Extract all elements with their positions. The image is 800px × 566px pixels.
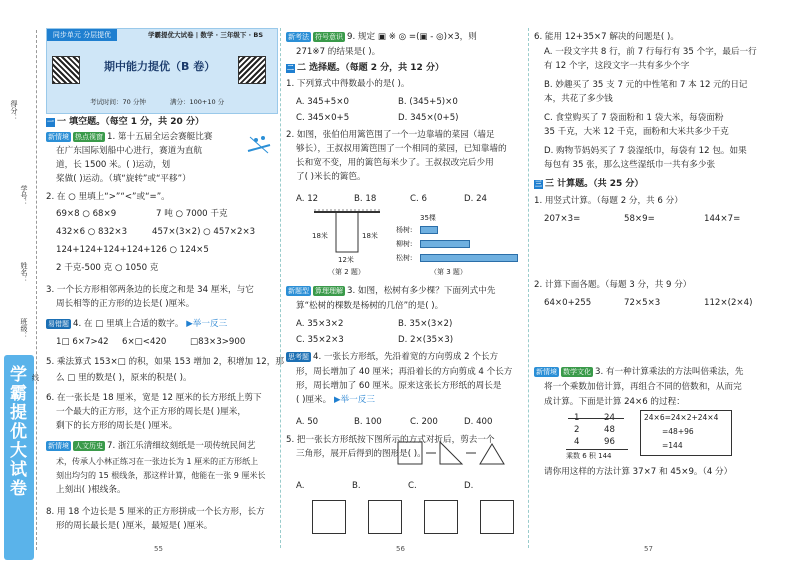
fig2-label-bottom: 12米 bbox=[338, 256, 354, 264]
c2-q5-line-0: 5. 把一张长方形纸按下图所示的方式对折后，剪去一个 bbox=[286, 435, 495, 445]
c3-table-r1-a: 2 bbox=[574, 425, 580, 435]
tag-new-situation-c3: 新情境 bbox=[536, 367, 557, 376]
c2-q4-line-2: 形，周长增加了 60 厘米。原来这张长方形纸的周长是 bbox=[296, 381, 502, 391]
side-label-student-id: 学号： bbox=[20, 185, 28, 206]
header-strip: 同步单元 分层提优 bbox=[47, 29, 117, 41]
fig3-caption: （第 3 题） bbox=[430, 268, 467, 276]
c3-table-r2-b: 96 bbox=[604, 437, 615, 447]
c3-q6-opt-d-1: 每包有 35 张，那么这些湿纸巾一共有多少张 bbox=[544, 160, 716, 170]
c2-q3-opt-b: B. 35×(3×2) bbox=[398, 319, 453, 329]
c2-q1-opt-d: D. 345×(0+5) bbox=[398, 113, 459, 123]
q4-row-a: 1□ 6×7>42 bbox=[56, 337, 109, 347]
c3-c2: 2. 计算下面各题。（每题 3 分，共 9 分） bbox=[534, 280, 692, 290]
page-number-57: 57 bbox=[644, 545, 653, 553]
c2-q4-link[interactable]: ▶举一反三 bbox=[333, 395, 375, 405]
q2-stem: 2. 在 ○ 里填上“>”“<”或“=”。 bbox=[46, 192, 170, 202]
exam-score: 满分：100+10 分 bbox=[170, 98, 225, 106]
c3-q6-opt-d-0: D. 购物节妈妈买了 7 袋湿纸巾，每袋有 12 包。如果 bbox=[544, 146, 747, 156]
c2-q2-opt-b: B. 18 bbox=[354, 194, 377, 204]
c2-q4-opt-a: A. 50 bbox=[296, 417, 319, 427]
c3-box-line-0: 24×6=24×2+24×4 bbox=[644, 413, 719, 422]
c2-q3-opt-a: A. 35×3×2 bbox=[296, 319, 344, 329]
c2-q1: 1. 下列算式中得数最小的是( )。 bbox=[286, 79, 410, 89]
fig3-bar-willow bbox=[420, 240, 470, 248]
c3-c1: 1. 用竖式计算。（每题 2 分，共 6 分） bbox=[534, 196, 683, 206]
q2-row-1-a: 432×6 ○ 832×3 bbox=[56, 227, 128, 237]
c2-q2-line-2: 长和宽不变，用的篱笆每米少了。王叔叔改完后少用 bbox=[296, 158, 494, 168]
tag-new-type: 新题型 bbox=[288, 286, 309, 295]
q5-line-1: 么 □ 里的数是( )，原来的积是( )。 bbox=[56, 373, 192, 383]
q1-line-0: 新情境 热点视窗 1. 第十五届全运会赛艇比赛 bbox=[48, 132, 213, 142]
c3-table-foot: 乘数 6 积 144 bbox=[566, 452, 612, 460]
section3-title: 三 三 计算题。（共 25 分） bbox=[535, 179, 644, 189]
q1-line-1: 在广东国际划船中心进行，赛道为直航 bbox=[56, 146, 203, 156]
fig3-count-label: 35棵 bbox=[420, 214, 436, 222]
c2-q3-line-0: 新题型 算理理解 3. 如图，松树有多少棵？下面列式中先 bbox=[288, 286, 496, 296]
q2-row-1-b: 457×(3×2) ○ 457×2×3 bbox=[152, 227, 256, 237]
tag-error-prone: 易错题 bbox=[48, 319, 69, 328]
c2-q5-fig-d bbox=[480, 500, 514, 534]
section2-title: 二 二 选择题。（每题 2 分，共 12 分） bbox=[287, 63, 444, 73]
qr-code-right bbox=[238, 56, 266, 84]
c3-c3-line-0: 新情境 数学文化 3. 有一种计算乘法的方法叫倍乘法，先 bbox=[536, 367, 744, 377]
q7-line-3: 上刻出( )根线条。 bbox=[56, 485, 126, 495]
c3-q6-opt-b-0: B. 妙趣买了 35 支 7 元的中性笔和 7 本 12 元的日记 bbox=[544, 80, 748, 90]
q6-line-0: 6. 在一张长是 18 厘米，宽是 12 厘米的长方形纸上剪下 bbox=[46, 393, 262, 403]
c3-q6-opt-c-1: 35 千克，大米 12 千克，面粉和大米共多少千克 bbox=[544, 127, 729, 137]
q1-line-2: 道，长 1500 米。( )运动，划 bbox=[56, 160, 171, 170]
fig3-label-willow: 柳树: bbox=[396, 240, 413, 248]
c3-q6-opt-b-1: 本，共花了多少钱 bbox=[544, 94, 613, 104]
spine-book-title: 学霸提优大试卷 bbox=[6, 365, 26, 498]
column-divider-2 bbox=[528, 28, 529, 548]
q6-line-2: 剩下的长方形的周长是( )厘米。 bbox=[56, 421, 178, 431]
q7-line-2: 刻出均匀的 15 根线条，那这样计算，他能在一张 9 厘米长 bbox=[56, 471, 266, 480]
q1-line-3: 桨做( )运动。（填“旋转”或“平移”） bbox=[56, 174, 191, 184]
tag-new-situation: 新情境 bbox=[48, 132, 69, 141]
c3-box-line-1: =48+96 bbox=[662, 427, 694, 436]
c3-q6: 6. 能用 12+35×7 解决的问题是( )。 bbox=[534, 32, 679, 42]
c2-q4-line-0: 思考题 4. 一张长方形纸，先沿着宽的方向剪成 2 个长方 bbox=[288, 352, 499, 362]
page-number-56: 56 bbox=[396, 545, 405, 553]
c2-q4-line-3: ( )厘米。 ▶举一反三 bbox=[296, 395, 375, 405]
c2-q2-opt-a: A. 12 bbox=[296, 194, 319, 204]
c2-q3-line-1: 算“松树的棵数是杨树的几倍”的是( )。 bbox=[296, 301, 444, 311]
tag-hotspot: 热点视窗 bbox=[75, 132, 103, 141]
c3-c3-line-2: 成计算。下面是计算 24×6 的过程： bbox=[544, 397, 685, 407]
c2-q5-opt-a: A. bbox=[296, 481, 305, 491]
tag-thinking: 思考题 bbox=[288, 352, 309, 361]
fold-illustration bbox=[396, 440, 508, 466]
c2-q9-line-1: 271※7 的结果是( )。 bbox=[296, 47, 381, 57]
section1-title: 一 一 填空题。（每空 1 分，共 20 分） bbox=[47, 117, 204, 127]
c2-q2-line-1: 够长），王叔叔用篱笆围了一个相同的菜园，已知靠墙的 bbox=[296, 144, 507, 154]
tag-humanities: 人文历史 bbox=[75, 441, 103, 450]
tag-symbol: 符号意识 bbox=[315, 32, 343, 41]
c2-q9-line-0: 新考法 符号意识 9. 规定 ▣ ※ ◎ =(▣ - ◎)×3，则 bbox=[288, 32, 477, 42]
fig2-label-left: 18米 bbox=[312, 232, 328, 240]
q3-line-0: 3. 一个长方形相邻两条边的长度之和是 34 厘米，与它 bbox=[46, 285, 254, 295]
exam-time: 考试时间：70 分钟 bbox=[90, 98, 146, 106]
side-label-name: 姓名： bbox=[20, 262, 28, 283]
c3-table-strike bbox=[568, 418, 624, 419]
tag-new-method: 新考法 bbox=[288, 32, 309, 41]
banner-title: 学霸提优大试卷 | 数学 · 三年级下 · BS bbox=[148, 31, 264, 39]
c2-q5-line-1: 三角形，展开后得到的图形是( )。 bbox=[296, 449, 426, 459]
q4-row-c: □83×3>900 bbox=[190, 337, 246, 347]
fig3-bar-poplar bbox=[420, 226, 438, 234]
q6-line-1: 一个最大的正方形，这个正方形的周长是( )厘米， bbox=[56, 407, 246, 417]
c2-q5-fig-a bbox=[312, 500, 346, 534]
c3-c2-item-c: 112×(2×4) bbox=[704, 298, 753, 308]
c3-c1-item-c: 144×7= bbox=[704, 214, 741, 224]
exam-title: 期中能力提优（B 卷） bbox=[104, 60, 216, 73]
side-label-class: 班级： bbox=[20, 318, 28, 339]
column-divider-1 bbox=[280, 28, 281, 548]
c2-q1-opt-a: A. 345+5×0 bbox=[296, 97, 349, 107]
c2-q1-opt-c: C. 345×0+5 bbox=[296, 113, 350, 123]
c3-box-line-2: =144 bbox=[662, 441, 683, 450]
tag-math-culture: 数学文化 bbox=[563, 367, 591, 376]
q7-line-0: 新情境 人文历史 7. 浙江乐清细纹刻纸是一项传统民间艺 bbox=[48, 441, 256, 451]
q4-row-b: 6×□<420 bbox=[122, 337, 167, 347]
c2-q4-opt-b: B. 100 bbox=[354, 417, 382, 427]
q2-row-0-b: 7 吨 ○ 7000 千克 bbox=[156, 209, 228, 219]
c3-c1-item-a: 207×3= bbox=[544, 214, 581, 224]
fig3-label-poplar: 杨树: bbox=[396, 226, 413, 234]
c2-q3-opt-d: D. 2×(35×3) bbox=[398, 335, 454, 345]
c2-q4-opt-d: D. 400 bbox=[464, 417, 493, 427]
q4-link[interactable]: ▶举一反三 bbox=[186, 319, 228, 329]
c2-q5-fig-b bbox=[368, 500, 402, 534]
q3-line-1: 周长相等的正方形的边长是( )厘米。 bbox=[56, 299, 195, 309]
c2-q3-opt-c: C. 35×2×3 bbox=[296, 335, 344, 345]
qr-code-left bbox=[52, 56, 80, 84]
c2-q2-opt-d: D. 24 bbox=[464, 194, 488, 204]
c2-q1-opt-b: B. (345+5)×0 bbox=[398, 97, 458, 107]
c3-q6-opt-a-0: A. 一段文字共 8 行，前 7 行每行有 35 个字，最后一行 bbox=[544, 47, 757, 57]
c3-c2-item-b: 72×5×3 bbox=[624, 298, 661, 308]
c2-q2-opt-c: C. 6 bbox=[410, 194, 427, 204]
c3-c3-line-1: 将一个乘数加倍计算，再组合不同的倍数和，从而完 bbox=[544, 382, 742, 392]
page-number-55: 55 bbox=[154, 545, 163, 553]
c2-q2-line-0: 2. 如图，张伯伯用篱笆围了一个一边靠墙的菜园（墙足 bbox=[286, 130, 495, 140]
fig3-label-pine: 松树: bbox=[396, 254, 413, 262]
fig2-caption: （第 2 题） bbox=[328, 268, 365, 276]
side-label-line: 线 bbox=[32, 374, 39, 382]
q2-row-0-a: 69×8 ○ 68×9 bbox=[56, 209, 117, 219]
q2-row-2: 124+124+124+124+126 ○ 124×5 bbox=[56, 245, 209, 255]
cut-line bbox=[36, 30, 37, 550]
c2-q4-opt-c: C. 200 bbox=[410, 417, 438, 427]
c3-table-r0-a: 1 bbox=[574, 413, 580, 423]
c3-c2-item-a: 64×0+255 bbox=[544, 298, 592, 308]
c2-q2-line-3: 了( )米长的篱笆。 bbox=[296, 172, 366, 182]
rowing-illustration bbox=[246, 133, 272, 155]
tag-new-situation-7: 新情境 bbox=[48, 441, 69, 450]
c3-table-r1-b: 48 bbox=[604, 425, 615, 435]
c3-c1-item-b: 58×9= bbox=[624, 214, 655, 224]
q8-line-1: 形的周长最长是( )厘米，最短是( )厘米。 bbox=[56, 521, 213, 531]
c3-table-r2-a: 4 bbox=[574, 437, 580, 447]
c2-q5-opt-d: D. bbox=[464, 481, 474, 491]
c2-q5-opt-c: C. bbox=[408, 481, 417, 491]
q5-line-0: 5. 乘法算式 153×□ 的积，如果 153 增加 2，积增加 12，那 bbox=[46, 357, 284, 367]
tag-reasoning: 算理理解 bbox=[315, 286, 343, 295]
c2-q5-opt-b: B. bbox=[352, 481, 361, 491]
q7-line-1: 术，传承人小林正练习在一张边长为 1 厘米的正方形纸上 bbox=[56, 457, 259, 466]
c3-q6-opt-a-1: 有 12 个字，这段文字一共有多少个字 bbox=[544, 61, 690, 71]
fig3-bar-pine bbox=[420, 254, 518, 262]
c3-q6-opt-c-0: C. 食堂购买了 7 袋面粉和 1 袋大米，每袋面粉 bbox=[544, 113, 724, 123]
q8-line-0: 8. 用 18 个边长是 5 厘米的正方形拼成一个长方形，长方 bbox=[46, 507, 265, 517]
c2-q4-line-1: 形，周长增加了 40 厘米；再沿着长的方向剪成 4 个长方 bbox=[296, 367, 513, 377]
fig2-label-right: 18米 bbox=[362, 232, 378, 240]
c2-q5-fig-c bbox=[424, 500, 458, 534]
side-label-score: 得分： bbox=[10, 100, 18, 121]
q2-row-3: 2 千克-500 克 ○ 1050 克 bbox=[56, 263, 159, 273]
c3-table-r0-b: 24 bbox=[604, 413, 615, 423]
c3-c3-question: 请你用这样的方法计算 37×7 和 45×9。（4 分） bbox=[544, 467, 733, 477]
q4-line: 易错题 4. 在 □ 里填上合适的数字。 ▶举一反三 bbox=[48, 319, 228, 329]
